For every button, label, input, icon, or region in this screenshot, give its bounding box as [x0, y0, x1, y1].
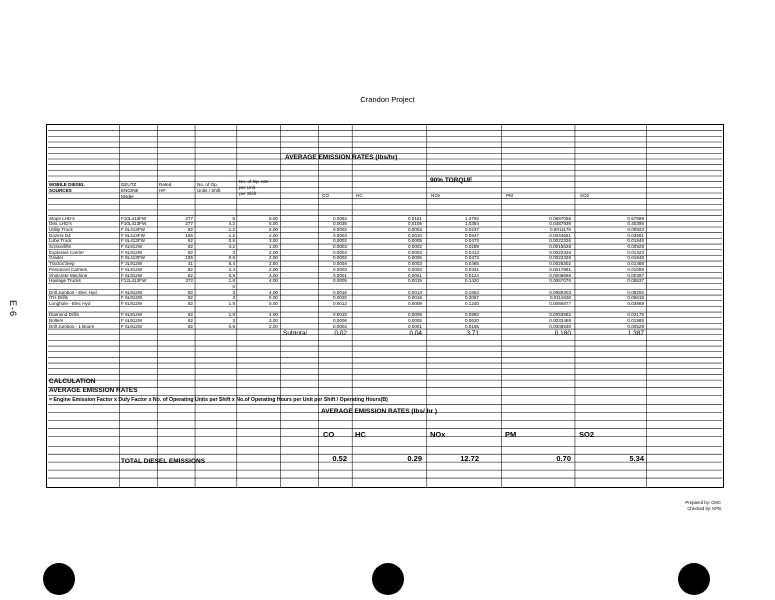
- row-hc: 0.0005: [407, 318, 422, 324]
- row-hours: 3.00: [269, 272, 278, 278]
- row-source: Tractor/Jeep: [49, 261, 75, 267]
- row-engine-model: F 6L912W: [121, 312, 143, 318]
- row-source: Bolters: [49, 318, 64, 324]
- row-hours: 5.00: [269, 301, 278, 306]
- row-pm: 0.0033488: [549, 318, 571, 324]
- subtotal-label: Subtotal: [283, 330, 307, 337]
- row-pm: 0.0006698: [549, 272, 571, 278]
- row-hours: 3.00: [269, 238, 278, 244]
- row-hp: 82: [187, 238, 193, 244]
- header-engine: ENGINE: [121, 187, 139, 193]
- header-nox: NOx: [431, 192, 441, 198]
- row-hc: 0.0010: [407, 232, 422, 238]
- row-engine-model: F 6L912W: [121, 295, 143, 301]
- row-hc: 0.0001: [407, 272, 422, 278]
- row-co: 0.0005: [332, 278, 347, 284]
- row-units: 3: [232, 318, 235, 324]
- row-source: Shotcrete Machine: [49, 272, 88, 278]
- row-hc: 0.0151: [407, 215, 422, 221]
- row-source: Scissorlifts: [49, 244, 71, 249]
- total-label: TOTAL DIESEL EMISSIONS: [121, 458, 206, 465]
- row-hc: 0.0009: [407, 301, 422, 306]
- header-sources: SOURCES: [49, 187, 72, 193]
- row-so2: 0.05292: [627, 289, 644, 295]
- row-engine-model: F 8L413FW: [121, 232, 145, 238]
- row-pm: 0.0011179: [549, 226, 571, 232]
- row-pm: 0.0017861: [549, 266, 571, 272]
- row-co: 0.0016: [332, 289, 347, 295]
- row-hc: 0.0002: [407, 244, 422, 249]
- summary-co: CO: [323, 430, 335, 439]
- row-engine-model: F 6L912W: [121, 289, 143, 295]
- row-so2: 0.03969: [627, 301, 644, 306]
- row-units: 3: [232, 249, 235, 255]
- row-pm: 0.0044651: [549, 232, 571, 238]
- row-hours: 4.00: [269, 278, 278, 284]
- calculation-label: CALCULATION: [49, 378, 96, 385]
- row-co: 0.0003: [332, 244, 347, 249]
- row-engine-model: F 6L912W: [121, 249, 143, 255]
- row-hc: 0.0003: [407, 249, 422, 255]
- calculation-formula: = Engine Emission Factor x Duty Factor x No. of Operating Units per Shift x No.of Operating Hours per Unit per Shift / Operating Hours(B): [49, 397, 388, 403]
- row-nox: 0.1240: [464, 301, 479, 306]
- summary-so2: SO2: [579, 430, 595, 439]
- row-nox: 0.0165: [464, 323, 479, 329]
- row-co: 0.0004: [332, 249, 347, 255]
- row-hc: 0.0016: [407, 295, 422, 301]
- row-source: Explosive Carrier: [49, 249, 84, 255]
- header-per-unit: per Unit: [239, 184, 256, 190]
- header-deutz: DEUTZ: [121, 181, 137, 187]
- row-co: 0.0002: [332, 238, 347, 244]
- header-rated: Rated: [159, 181, 172, 187]
- row-pm: 0.0015628: [549, 244, 571, 249]
- row-hp: 82: [187, 301, 193, 306]
- row-hc: 0.0015: [407, 278, 422, 284]
- row-units: 2.4: [228, 266, 235, 272]
- row-engine-model: F12L413FW: [121, 278, 147, 284]
- spreadsheet-grid: [47, 125, 723, 487]
- row-units: 0: [232, 283, 235, 289]
- row-units: 3: [232, 289, 235, 295]
- row-nox: 1.4792: [464, 215, 479, 221]
- row-source: Grader: [49, 255, 64, 261]
- row-so2: 0.00923: [627, 226, 644, 232]
- row-so2: 0.00928: [627, 244, 644, 249]
- header-no-of-op: No. of Op.: [197, 181, 218, 187]
- row-engine-model: F 6L912W: [121, 266, 143, 272]
- row-hp: 185: [185, 255, 193, 261]
- row-pm: 0.0089303: [549, 289, 571, 295]
- summary-title: AVERAGE EMISSION RATES (lbs/ hr ): [321, 408, 438, 415]
- row-hp: 41: [187, 261, 193, 267]
- subtotal-pm: 0.180: [554, 330, 571, 337]
- row-nox: 0.0992: [464, 312, 479, 318]
- row-engine-model: F 6L912W: [121, 318, 143, 324]
- row-co: 0.0012: [332, 301, 347, 306]
- row-hours: 3.00: [269, 318, 278, 324]
- row-co: 0.0002: [332, 255, 347, 261]
- subtotal-so2: 1.387: [627, 330, 644, 337]
- header-co: CO: [322, 192, 329, 198]
- row-hc: 0.0003: [407, 261, 422, 267]
- row-pm: 0.0022326: [549, 255, 571, 261]
- row-hp: 82: [187, 312, 193, 318]
- row-source: Drill Jumbos - 1 Boom: [49, 323, 95, 329]
- row-nox: 0.0473: [464, 255, 479, 261]
- row-engine-model: F 8L413FW: [121, 238, 145, 244]
- row-so2: 0.01323: [627, 249, 644, 255]
- subtotal-hc: 0.04: [409, 330, 422, 337]
- binder-hole: [43, 563, 75, 595]
- row-units: 1.2: [228, 232, 235, 238]
- row-engine-model: F10L413FW: [121, 215, 147, 221]
- row-source: ITH Drills: [49, 295, 68, 301]
- row-hp: 82: [187, 323, 193, 329]
- row-hc: 0.0013: [407, 289, 422, 295]
- header-mobile-diesel: MOBILE DIESEL: [49, 181, 85, 187]
- row-so2: 0.03691: [627, 232, 644, 238]
- row-pm: 0.0066977: [549, 301, 571, 306]
- row-co: 0.0003: [332, 266, 347, 272]
- row-source: Drill Jumbos - Elec Hyd: [49, 289, 97, 295]
- row-units: 0.6: [228, 272, 235, 278]
- row-source: Haulage Trucks: [49, 278, 81, 284]
- row-units: 1.2: [228, 226, 235, 232]
- row-engine-model: F 6L912W: [121, 272, 143, 278]
- header-per-shift: per Shift: [239, 190, 257, 196]
- row-hp: 82: [187, 318, 193, 324]
- row-nox: 0.2067: [464, 295, 479, 301]
- binder-hole: [372, 563, 404, 595]
- row-hp: 82: [187, 289, 193, 295]
- row-nox: 0.0289: [464, 244, 479, 249]
- checked-by: Checked by: KPB: [687, 505, 721, 511]
- total-co: 0.52: [332, 454, 347, 463]
- subtotal-nox: 3.71: [466, 330, 479, 337]
- summary-hc: HC: [355, 430, 366, 439]
- row-co: 0.0002: [332, 323, 347, 329]
- row-engine-model: F10L413FW: [121, 221, 147, 227]
- row-pm: 0.0022326: [549, 238, 571, 244]
- row-pm: 0.0111628: [549, 295, 571, 301]
- row-units: 3: [232, 295, 235, 301]
- row-units: 4.2: [228, 221, 235, 227]
- row-co: 0.0004: [332, 261, 347, 267]
- row-pm: 0.0053582: [549, 312, 571, 318]
- row-hp: 82: [187, 295, 193, 301]
- row-units: 1.8: [228, 278, 235, 284]
- row-co: 0.0006: [332, 318, 347, 324]
- header-units-shift: Units / Shift: [197, 187, 221, 193]
- row-units: 4.2: [228, 244, 235, 249]
- row-hc: 0.0008: [407, 312, 422, 318]
- row-source: Diamond Drills: [49, 312, 79, 318]
- row-hp: 185: [185, 232, 193, 238]
- row-hours: 2.00: [269, 226, 278, 232]
- row-units: 1.8: [228, 312, 235, 318]
- row-source: Utility Truck: [49, 226, 73, 232]
- row-hp: 277: [185, 215, 193, 221]
- row-units: 0.6: [228, 255, 235, 261]
- row-hp: 372: [185, 278, 193, 284]
- row-so2: 0.00529: [627, 323, 644, 329]
- header-pm: PM: [506, 192, 513, 198]
- row-hc: 0.0003: [407, 266, 422, 272]
- total-pm: 0.70: [556, 454, 571, 463]
- subtotal-co: 0.02: [334, 330, 347, 337]
- row-nox: 0.1654: [464, 289, 479, 295]
- row-hc: 0.0106: [407, 221, 422, 227]
- row-hc: 0.0002: [407, 226, 422, 232]
- project-title: Crandon Project: [360, 95, 415, 104]
- row-hc: 0.0005: [407, 238, 422, 244]
- row-so2: 0.57899: [627, 215, 644, 221]
- row-pm: 0.0067076: [549, 278, 571, 284]
- row-hp: 82: [187, 244, 193, 249]
- row-so2: 0.06615: [627, 295, 644, 301]
- row-hours: 2.00: [269, 232, 278, 238]
- row-engine-model: F 8L413FW: [121, 255, 145, 261]
- row-nox: 1.0354: [464, 221, 479, 227]
- row-co: 0.0010: [332, 312, 347, 318]
- row-nox: 0.1420: [464, 278, 479, 284]
- row-so2: 0.01058: [627, 266, 644, 272]
- row-co: 0.0036: [332, 221, 347, 227]
- row-so2: 0.40390: [627, 221, 644, 227]
- row-so2: 0.01846: [627, 238, 644, 244]
- row-hours: 2.00: [269, 323, 278, 329]
- header-model: Model: [121, 193, 134, 199]
- row-engine-model: F 6L912W: [121, 301, 143, 306]
- summary-pm: PM: [505, 430, 517, 439]
- row-source: Dozers D4: [49, 232, 71, 238]
- row-co: 0.0020: [332, 295, 347, 301]
- prepared-checked-block: [685, 500, 721, 511]
- row-hours: 5.00: [269, 295, 278, 301]
- row-source: Stope LHD's: [49, 215, 75, 221]
- row-nox: 0.0947: [464, 232, 479, 238]
- row-units: 0.6: [228, 238, 235, 244]
- row-so2: 0.05537: [627, 278, 644, 284]
- row-nox: 0.0473: [464, 238, 479, 244]
- row-hp: 82: [187, 272, 193, 278]
- row-source: Personnel Carriers: [49, 266, 88, 272]
- row-so2: 0.01488: [627, 261, 644, 267]
- row-so2: 0.00397: [627, 272, 644, 278]
- row-nox: 0.0331: [464, 266, 479, 272]
- header-no-of-op-hrs: No. of Op. Hrs: [239, 178, 269, 184]
- total-nox: 12.72: [460, 454, 479, 463]
- page-number-label: E-6: [8, 300, 18, 318]
- row-units: 5.4: [228, 261, 235, 267]
- row-hp: 82: [187, 226, 193, 232]
- row-hc: 0.0001: [407, 323, 422, 329]
- row-hp: 277: [185, 221, 193, 227]
- row-hp: 82: [187, 249, 193, 255]
- prepared-by: Prepared by: CMC: [685, 500, 721, 505]
- total-so2: 5.34: [629, 454, 644, 463]
- row-hours: 4.00: [269, 289, 278, 295]
- row-hours: 5.00: [269, 221, 278, 227]
- row-pm: 0.0022326: [549, 249, 571, 255]
- row-hc: 0.0005: [407, 255, 422, 261]
- row-co: 0.0001: [332, 272, 347, 278]
- torque-label: 90% TORQUE: [430, 177, 473, 184]
- row-source: Lube Truck: [49, 238, 72, 244]
- row-nox: 0.0620: [464, 318, 479, 324]
- row-hours: 2.00: [269, 255, 278, 261]
- summary-nox: NOx: [430, 430, 446, 439]
- total-hc: 0.29: [407, 454, 422, 463]
- row-source: Dev. LHD's: [49, 221, 72, 227]
- row-hours: 4.00: [269, 312, 278, 318]
- table-title: AVERAGE EMISSION RATES (lbs/hr): [285, 154, 398, 161]
- row-nox: 0.0465: [464, 261, 479, 267]
- row-nox: 0.0124: [464, 272, 479, 278]
- row-pm: 0.0025302: [549, 261, 571, 267]
- row-pm: 0.0487939: [549, 221, 571, 227]
- row-nox: 0.0413: [464, 249, 479, 255]
- calculation-title: AVERAGE EMISSION RATES: [49, 387, 138, 394]
- header-so2: SO2: [580, 192, 590, 198]
- row-units: 1.8: [228, 301, 235, 306]
- row-engine-model: F 6L912W: [121, 323, 143, 329]
- row-nox: 0.0237: [464, 226, 479, 232]
- row-engine-model: F 3L912W: [121, 261, 143, 267]
- row-units: 0.6: [228, 323, 235, 329]
- row-engine-model: F 6L912W: [121, 244, 143, 249]
- row-hours: 1.00: [269, 244, 278, 249]
- header-hp: HP: [159, 187, 166, 193]
- row-pm: 0.0008930: [549, 323, 571, 329]
- row-engine-model: F 8L413FW: [121, 226, 145, 232]
- header-hc: HC: [356, 192, 363, 198]
- row-hours: 2.00: [269, 266, 278, 272]
- row-so2: 0.01846: [627, 255, 644, 261]
- row-units: 6: [232, 215, 235, 221]
- row-co: 0.0002: [332, 226, 347, 232]
- row-hours: 2.00: [269, 249, 278, 255]
- row-hours: 2.50: [269, 261, 278, 267]
- row-co: 0.0052: [332, 215, 347, 221]
- row-source: Longhole - Elec Hyd: [49, 301, 91, 306]
- binder-hole: [678, 563, 710, 595]
- spreadsheet: [46, 124, 724, 488]
- row-hp: 82: [187, 266, 193, 272]
- row-co: 0.0003: [332, 232, 347, 238]
- row-so2: 0.01985: [627, 318, 644, 324]
- row-so2: 0.03175: [627, 312, 644, 318]
- row-hours: 5.00: [269, 215, 278, 221]
- row-pm: 0.0697056: [549, 215, 571, 221]
